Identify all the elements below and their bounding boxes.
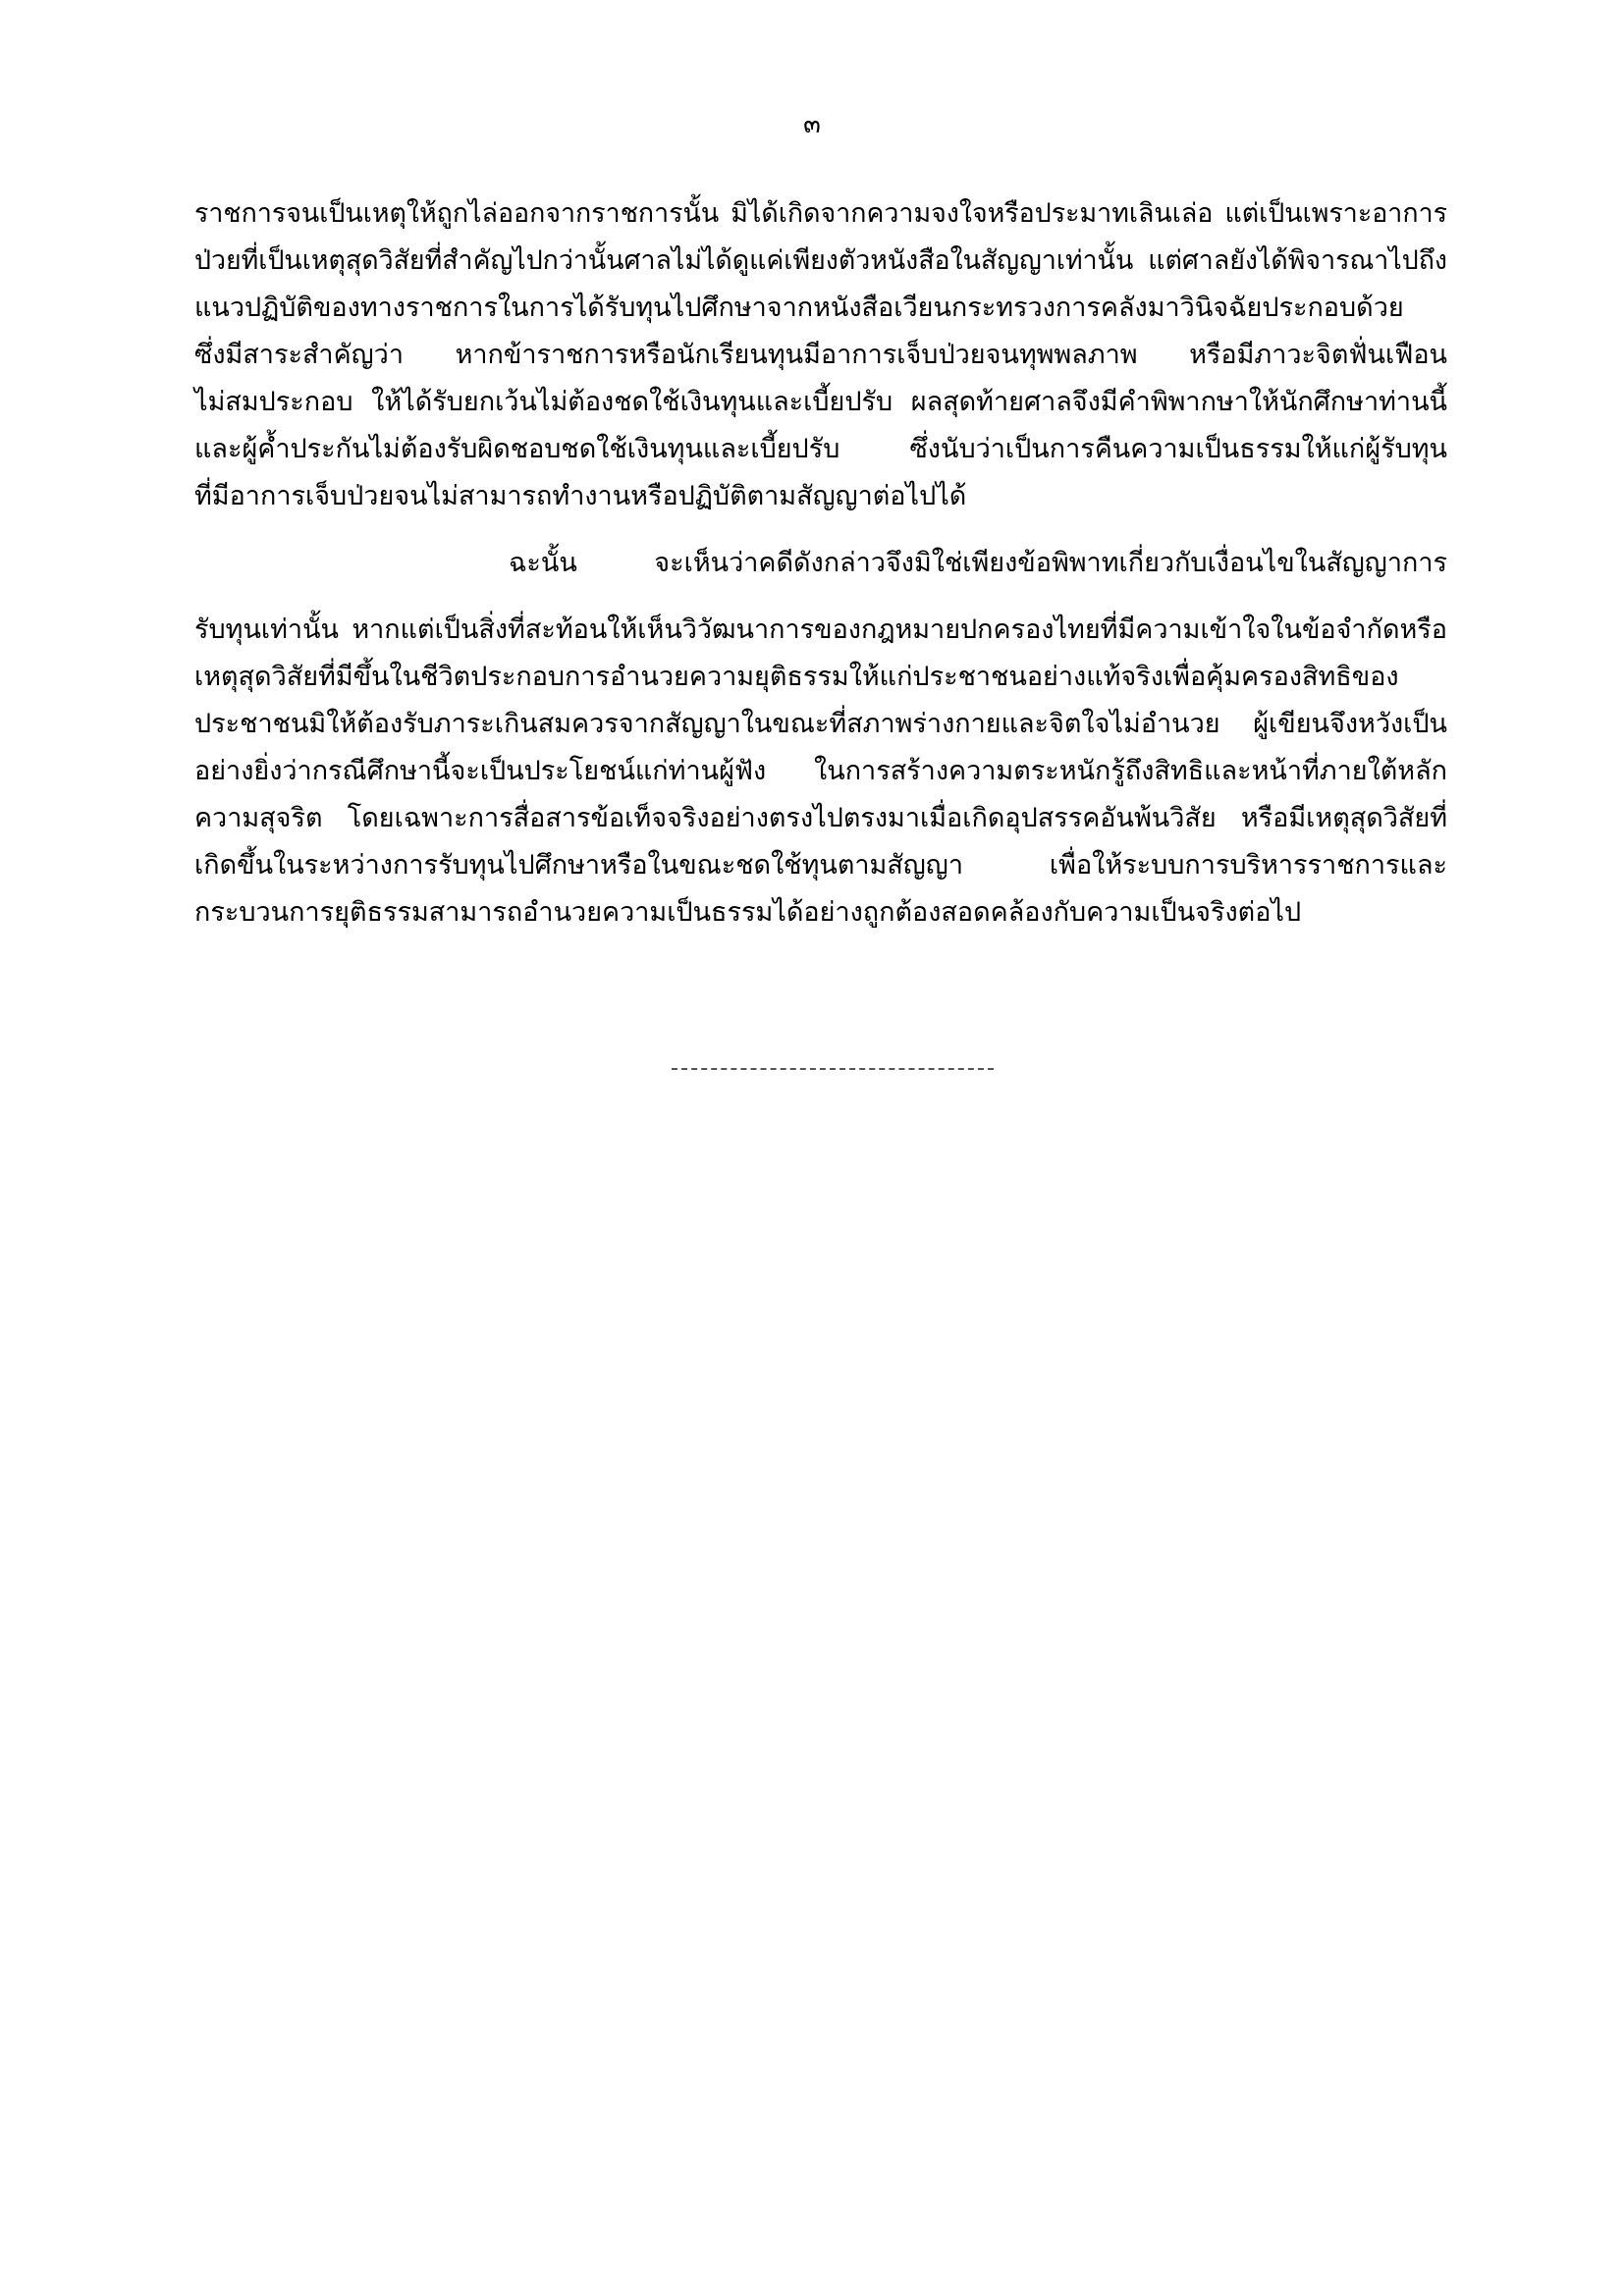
page-number: ๓ (803, 110, 821, 139)
text-line: ประชาชนมิให้ต้องรับภาระเกินสมควรจากสัญญาในขณะที่สภาพร่างกายและจิตใจไม่อำนวย ผู้เขียนจึงหวังเป็น (194, 709, 1447, 739)
text-line: ที่มีอาการเจ็บป่วยจนไม่สามารถทำงานหรือปฏิบัติตามสัญญาต่อไปได้ (194, 481, 967, 511)
text-line: ฉะนั้น จะเห็นว่าคดีดังกล่าวจึงมิใช่เพียงข้อพิพาทเกี่ยวกับเงื่อนไขในสัญญาการ (509, 548, 1447, 578)
text-line: เหตุสุดวิสัยที่มีขึ้นในชีวิตประกอบการอำนวยความยุติธรรมให้แก่ประชาชนอย่างแท้จริงเพื่อคุ้มครองสิทธิของ (194, 662, 1399, 692)
text-line: ความสุจริต โดยเฉพาะการสื่อสารข้อเท็จจริงอย่างตรงไปตรงมาเมื่อเกิดอุปสรรคอันพ้นวิสัย หรือมีเหตุสุดวิสัยที่ (194, 803, 1447, 833)
text-line: ไม่สมประกอบ ให้ได้รับยกเว้นไม่ต้องชดใช้เงินทุนและเบี้ยปรับ ผลสุดท้ายศาลจึงมีคำพิพากษาให้นักศึกษาท่านนี้ (194, 387, 1447, 417)
text-line: แนวปฏิบัติของทางราชการในการได้รับทุนไปศึกษาจากหนังสือเวียนกระทรวงการคลังมาวินิจฉัยประกอบด้วย (194, 293, 1404, 323)
text-line: และผู้ค้ำประกันไม่ต้องรับผิดชอบชดใช้เงินทุนและเบี้ยปรับ ซึ่งนับว่าเป็นการคืนความเป็นธรรมให้แก่ผู้รับทุน (194, 434, 1447, 464)
text-line: ราชการจนเป็นเหตุให้ถูกไล่ออกจากราชการนั้น มิได้เกิดจากความจงใจหรือประมาทเลินเล่อ แต่เป็นเพราะอาการ (194, 198, 1447, 229)
text-line: รับทุนเท่านั้น หากแต่เป็นสิ่งที่สะท้อนให้เห็นวิวัฒนาการของกฎหมายปกครองไทยที่มีความเข้าใจในข้อจำกัดหรือ (194, 614, 1447, 645)
text-line: อย่างยิ่งว่ากรณีศึกษานี้จะเป็นประโยชน์แก่ท่านผู้ฟัง ในการสร้างความตระหนักรู้ถึงสิทธิและหน้าที่ภายใต้หลัก (194, 756, 1447, 786)
text-line: ซึ่งมีสาระสำคัญว่า หากข้าราชการหรือนักเรียนทุนมีอาการเจ็บป่วยจนทุพพลภาพ หรือมีภาวะจิตฟั่นเฟือน (194, 340, 1447, 370)
text-line: เกิดขึ้นในระหว่างการรับทุนไปศึกษาหรือในขณะชดใช้ทุนตามสัญญา เพื่อให้ระบบการบริหารราชการและ (194, 850, 1447, 881)
end-of-text-rule (672, 1068, 994, 1070)
text-line: กระบวนการยุติธรรมสามารถอำนวยความเป็นธรรมได้อย่างถูกต้องสอดคล้องกับความเป็นจริงต่อไป (194, 897, 1302, 928)
text-line: ป่วยที่เป็นเหตุสุดวิสัยที่สำคัญไปกว่านั้นศาลไม่ได้ดูแค่เพียงตัวหนังสือในสัญญาเท่านั้น แต่ศาลยังได้พิจารณาไปถึง (194, 245, 1447, 276)
